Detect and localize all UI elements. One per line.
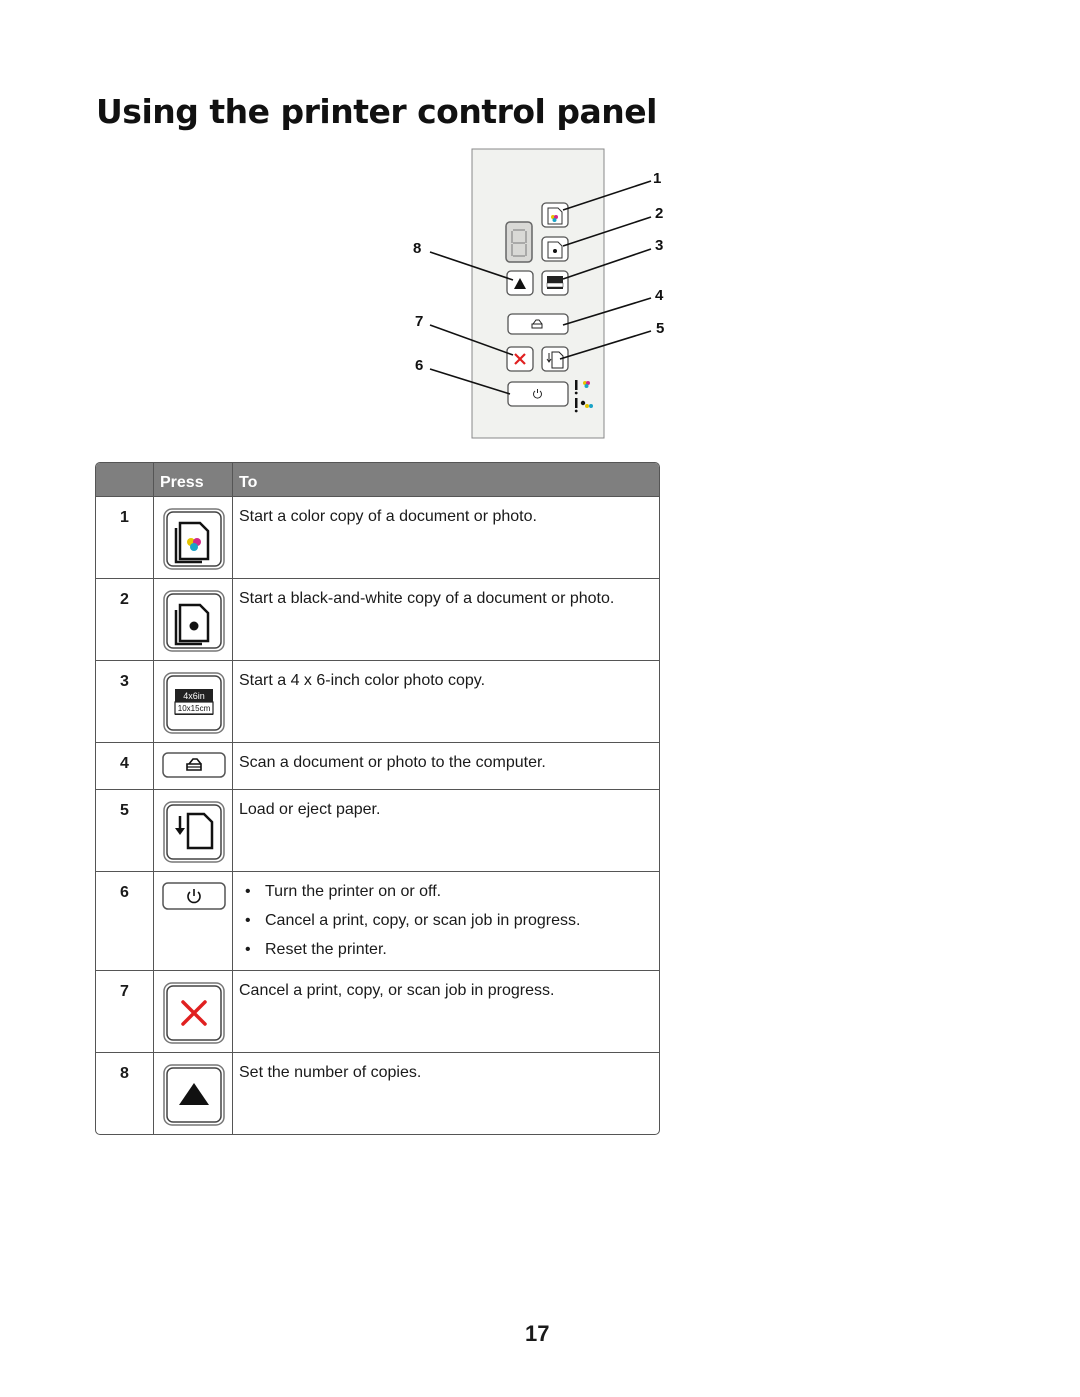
up-arrow-icon [162, 1063, 226, 1127]
callout-6: 6 [415, 357, 424, 374]
row-description: Cancel a print, copy, or scan job in progress. [233, 970, 659, 1052]
description-bullets [239, 883, 653, 959]
black-copy-icon [162, 589, 226, 653]
control-panel-diagram [400, 148, 680, 443]
callout-7: 7 [415, 313, 424, 330]
color-copy-icon [162, 507, 226, 571]
cancel-icon[interactable] [507, 347, 533, 371]
table-row [96, 496, 659, 578]
list-item: • Cancel a print, copy, or scan job in progress. [265, 912, 653, 930]
power-icon[interactable] [508, 382, 568, 406]
row-number: 4 [96, 742, 154, 789]
row-description: Load or eject paper. [233, 789, 659, 871]
table-header-row [96, 463, 659, 496]
photo-size-inches: 4x6in [183, 691, 205, 701]
cancel-icon [162, 981, 226, 1045]
row-number: 5 [96, 789, 154, 871]
table-row [96, 660, 659, 742]
photo-copy-icon[interactable] [542, 271, 568, 295]
row-description: Set the number of copies. [233, 1052, 659, 1134]
power-icon [162, 882, 226, 910]
table-row [96, 578, 659, 660]
table-row [96, 1052, 659, 1134]
photo-copy-icon [162, 671, 226, 735]
header-press: Press [154, 463, 233, 496]
list-item: • Reset the printer. [265, 941, 653, 959]
paper-feed-icon [162, 800, 226, 864]
row-number: 6 [96, 871, 154, 970]
black-copy-icon[interactable] [542, 237, 568, 261]
callout-2: 2 [655, 205, 664, 222]
paper-feed-icon[interactable] [542, 347, 568, 371]
header-to: To [233, 463, 659, 496]
table-row [96, 871, 659, 970]
scan-icon[interactable] [508, 314, 568, 334]
page-number: 17 [525, 1321, 550, 1346]
row-description: Start a color copy of a document or photo. [233, 496, 659, 578]
row-description [233, 871, 659, 970]
row-number: 7 [96, 970, 154, 1052]
callout-5: 5 [656, 320, 665, 337]
table-row [96, 789, 659, 871]
scan-icon [162, 752, 226, 778]
header-number [96, 463, 154, 496]
callout-3: 3 [655, 237, 664, 254]
row-number: 1 [96, 496, 154, 578]
row-number: 8 [96, 1052, 154, 1134]
row-number: 3 [96, 660, 154, 742]
table-row [96, 742, 659, 789]
row-number: 2 [96, 578, 154, 660]
page-title: Using the printer control panel [96, 92, 657, 131]
color-copy-icon[interactable] [542, 203, 568, 227]
photo-size-cm: 10x15cm [177, 704, 211, 713]
list-item: • Turn the printer on or off. [265, 883, 653, 901]
control-panel-illustration [400, 148, 680, 443]
table-row [96, 970, 659, 1052]
callout-1: 1 [653, 170, 662, 187]
callout-8: 8 [413, 240, 422, 257]
row-description: Scan a document or photo to the computer. [233, 742, 659, 789]
up-arrow-icon[interactable] [507, 271, 533, 295]
row-description: Start a 4 x 6-inch color photo copy. [233, 660, 659, 742]
button-reference-table [95, 462, 660, 1135]
callout-4: 4 [655, 287, 664, 304]
row-description: Start a black-and-white copy of a document or photo. [233, 578, 659, 660]
